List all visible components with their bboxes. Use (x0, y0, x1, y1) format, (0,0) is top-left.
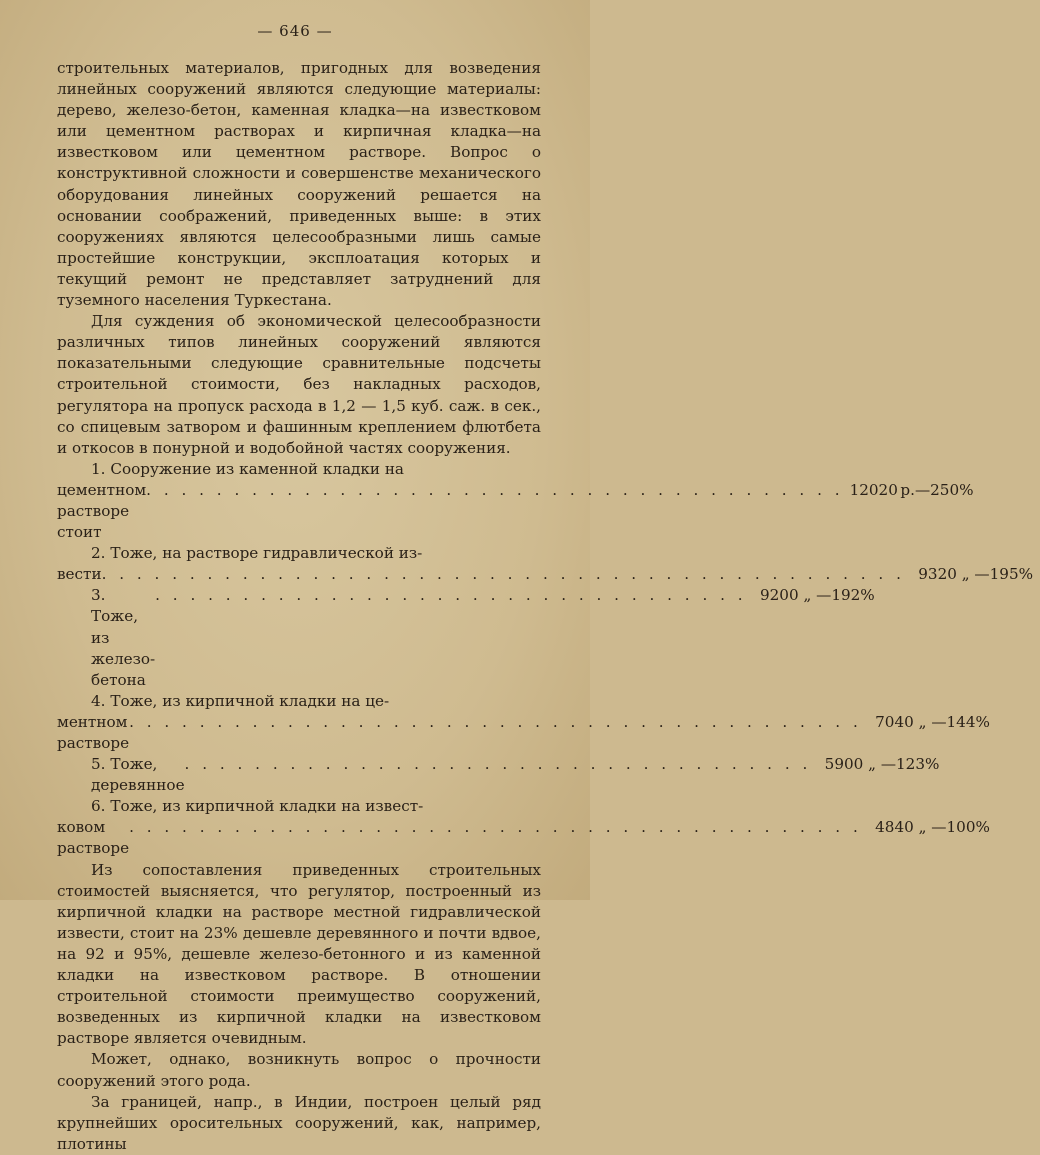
paragraph-4: Может, однако, возникнуть вопрос о прочности сооружений этого рода. (57, 1050, 541, 1090)
leader-dots: . . . . . . . . . . . . . . . . . . . . . . . . . . . . . . . . . . . . . . . . . . (129, 712, 862, 731)
leader-dots: . . . . . . . . . . . . . . . . . . . . . . . . . . . . . . . . . . (155, 586, 747, 605)
cost-percent: р.—250% (900, 480, 974, 499)
cost-item-label: ковом растворе (57, 818, 130, 858)
cost-item-2-line1: 2. Тоже, на растворе гидравлической из- (91, 544, 423, 563)
paragraph-5: За границей, напр., в Индии, построен целый ряд крупнейших оросительных сооружений, как, например, плотины (57, 1092, 541, 1153)
leader-dots: . . . . . . . . . . . . . . . . . . . . . . . . . . . . . . . . . . . . . . . . . . (129, 818, 862, 837)
cost-item-1 (57, 480, 974, 543)
leader-dots: . . . . . . . . . . . . . . . . . . . . . . . . . . . . . . . . . . . . . . . . . . . . . . (101, 565, 905, 584)
cost-item-4 (57, 712, 990, 754)
cost-value: 12020 (849, 480, 898, 499)
cost-item-label: 5. Тоже, деревянное (91, 755, 185, 795)
cost-item-6-line1: 6. Тоже, из кирпичной кладки на извест- (91, 797, 424, 816)
cost-item-6 (57, 817, 990, 859)
paragraph-2: Для суждения об экономической целесообразности различных типов линейных сооружений являются показательными следующие сравнительные подсчеты строительной стоимости, без накладных расходов, регулятора на пропуск расхода в 1,2 — 1,5 куб. саж. в сек., со спицевым затвором и фашинным креплением флютбета и откосов в понурной и водобойной частях сооружения. (57, 312, 541, 457)
leader-dots: . . . . . . . . . . . . . . . . . . . . . . . . . . . . . . . . . . . . . . . . (146, 480, 844, 499)
cost-item-1-line1: 1. Сооружение из каменной кладки на (91, 459, 404, 478)
leader-dots: . . . . . . . . . . . . . . . . . . . . . . . . . . . . . . . . . . . . (184, 755, 812, 774)
cost-item-3 (57, 585, 875, 690)
cost-item-4-line1: 4. Тоже, из кирпичной кладки на це- (91, 691, 390, 710)
cost-percent: „ —195% (961, 565, 1034, 584)
cost-value: 9200 (759, 586, 799, 605)
cost-item-label: 3. Тоже, из железо-бетона (91, 586, 156, 689)
cost-item-5 (57, 754, 940, 796)
paragraph-3: Из сопоставления приведенных строительных стоимостей выясняется, что регулятор, построенный из кирпичной кладки на растворе местной гидравлической извести, стоит на 23% дешевле деревянного и почти вдвое, на 92 и 95%, дешевле железо-бетонного и из каменной кладки на известковом растворе. В отношении строительной стоимости преимущество сооружений, возведенных из кирпичной кладки на известковом растворе является очевидным. (57, 860, 541, 1048)
cost-percent: „ —144% (918, 712, 990, 731)
cost-percent: „ —100% (918, 818, 990, 837)
cost-value: 4840 (875, 818, 914, 837)
cost-value: 7040 (875, 712, 914, 731)
cost-percent: „ —192% (803, 586, 875, 605)
cost-list (57, 459, 1034, 860)
cost-value: 9320 (918, 565, 957, 584)
page-number: — 646 — (257, 22, 333, 40)
cost-item-2 (57, 564, 1034, 585)
cost-percent: „ —123% (868, 755, 940, 774)
cost-value: 5900 (824, 755, 864, 774)
cost-item-label: вести (57, 565, 102, 584)
text-body (57, 58, 1034, 1155)
cost-item-label: цементном растворе стоит (57, 480, 147, 542)
paragraph-1: строительных материалов, пригодных для возведения линейных сооружений являются следующие материалы: дерево, железо-бетон, каменная кладка—на известковом или цементном растворах и кирпичная кладка—на известковом или цементном растворе. Вопрос о конструктивной сложности и совершенстве механического оборудования линейных сооружений решается на основании соображений, приведенных выше: в этих сооружениях являются целесообразными лишь самые простейшие конструкции, эксплоатация которых и текущий ремонт не представляет затруднений для туземного населения Туркестана. (57, 59, 541, 310)
cost-item-label: ментном растворе (57, 712, 130, 752)
